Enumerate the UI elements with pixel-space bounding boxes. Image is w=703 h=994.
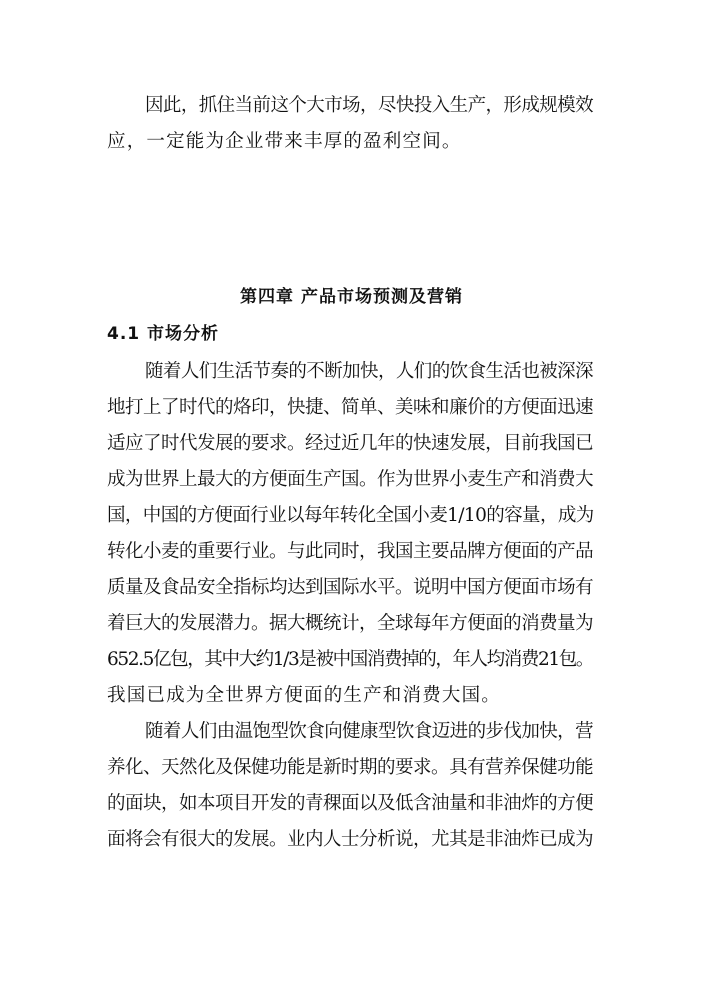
paragraph2-line-3: 的面块，如本项目开发的青稞面以及低含油量和非油炸的方便 (107, 793, 593, 814)
paragraph1-line-7: 质量及食品安全指标均达到国际水平。说明中国方便面市场有 (107, 577, 593, 598)
paragraph2-line-1: 随着人们由温饱型饮食向健康型饮食迈进的步伐加快，营 (145, 721, 593, 742)
intro-line-1: 因此，抓住当前这个大市场，尽快投入生产，形成规模效 (145, 95, 593, 116)
chapter-title: 第四章 产品市场预测及营销 (240, 287, 463, 307)
paragraph1-line-2: 地打上了时代的烙印，快捷、简单、美味和廉价的方便面迅速 (107, 397, 593, 418)
paragraph2-line-4: 面将会有很大的发展。业内人士分析说，尤其是非油炸已成为 (107, 829, 593, 850)
section-title: 4.1 市场分析 (107, 324, 220, 344)
paragraph1-line-10: 我国已成为全世界方便面的生产和消费大国。 (107, 685, 502, 706)
paragraph1-line-5: 国，中国的方便面行业以每年转化全国小麦1/10的容量，成为 (107, 505, 594, 526)
paragraph1-line-4: 成为世界上最大的方便面生产国。作为世界小麦生产和消费大 (107, 469, 593, 490)
paragraph1-line-9: 652.5亿包，其中大约1/3是被中国消费掉的，年人均消费21包。 (107, 649, 593, 670)
paragraph2-line-2: 养化、天然化及保健功能是新时期的要求。具有营养保健功能 (107, 757, 593, 778)
intro-line-2: 应，一定能为企业带来丰厚的盈利空间。 (107, 131, 462, 152)
paragraph1-line-8: 着巨大的发展潜力。据大概统计，全球每年方便面的消费量为 (107, 613, 593, 634)
paragraph1-line-6: 转化小麦的重要行业。与此同时，我国主要品牌方便面的产品 (107, 541, 593, 562)
paragraph1-line-3: 适应了时代发展的要求。经过近几年的快速发展，目前我国已 (107, 433, 593, 454)
paragraph1-line-1: 随着人们生活节奏的不断加快，人们的饮食生活也被深深 (145, 361, 593, 382)
